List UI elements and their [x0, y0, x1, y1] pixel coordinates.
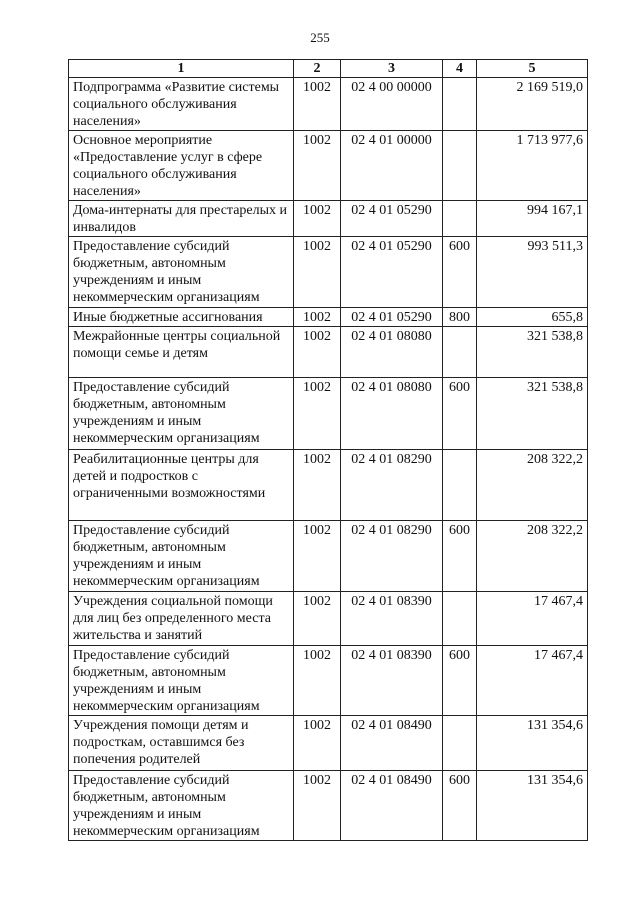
row-name: Реабилитационные центры для детей и подростков с ограниченными возможностями	[69, 450, 294, 521]
row-type	[443, 450, 477, 521]
row-type: 800	[443, 308, 477, 327]
row-sum: 208 322,2	[477, 450, 588, 521]
row-name: Дома-интернаты для престарелых и инвалидов	[69, 201, 294, 237]
row-section: 1002	[294, 308, 341, 327]
row-sum: 1 713 977,6	[477, 131, 588, 201]
row-type	[443, 592, 477, 646]
row-section: 1002	[294, 592, 341, 646]
row-type	[443, 327, 477, 378]
column-header-sum: 5	[477, 60, 588, 78]
row-code: 02 4 01 05290	[341, 237, 443, 308]
row-code: 02 4 01 05290	[341, 201, 443, 237]
row-sum: 321 538,8	[477, 378, 588, 450]
row-sum: 17 467,4	[477, 646, 588, 716]
row-code: 02 4 01 08080	[341, 378, 443, 450]
table-row	[69, 646, 588, 716]
row-sum: 993 511,3	[477, 237, 588, 308]
row-sum: 17 467,4	[477, 592, 588, 646]
table-row	[69, 716, 588, 771]
row-type: 600	[443, 237, 477, 308]
row-sum: 655,8	[477, 308, 588, 327]
row-code: 02 4 01 00000	[341, 131, 443, 201]
row-section: 1002	[294, 327, 341, 378]
table-row	[69, 327, 588, 378]
row-sum: 131 354,6	[477, 716, 588, 771]
row-section: 1002	[294, 131, 341, 201]
row-sum: 131 354,6	[477, 771, 588, 841]
page-number: 255	[310, 30, 330, 45]
row-type: 600	[443, 521, 477, 592]
budget-table	[68, 59, 588, 841]
row-type	[443, 78, 477, 131]
row-name: Межрайонные центры социальной помощи семье и детям	[69, 327, 294, 378]
row-code: 02 4 01 08290	[341, 521, 443, 592]
table-row	[69, 78, 588, 131]
row-section: 1002	[294, 237, 341, 308]
column-header-type: 4	[443, 60, 477, 78]
row-type	[443, 131, 477, 201]
table-row	[69, 450, 588, 521]
table-row	[69, 237, 588, 308]
table-row	[69, 592, 588, 646]
table-header-row	[69, 60, 588, 78]
table-row	[69, 771, 588, 841]
row-section: 1002	[294, 450, 341, 521]
row-section: 1002	[294, 201, 341, 237]
row-name: Предоставление субсидий бюджетным, автономным учреждениям и иным некоммерческим организациям	[69, 378, 294, 450]
column-header-section: 2	[294, 60, 341, 78]
row-sum: 994 167,1	[477, 201, 588, 237]
row-sum: 208 322,2	[477, 521, 588, 592]
row-name: Предоставление субсидий бюджетным, автономным учреждениям и иным некоммерческим организациям	[69, 237, 294, 308]
table-row	[69, 201, 588, 237]
row-type	[443, 716, 477, 771]
row-section: 1002	[294, 771, 341, 841]
row-code: 02 4 00 00000	[341, 78, 443, 131]
row-section: 1002	[294, 716, 341, 771]
row-name: Иные бюджетные ассигнования	[69, 308, 294, 327]
row-section: 1002	[294, 646, 341, 716]
row-code: 02 4 01 05290	[341, 308, 443, 327]
row-type: 600	[443, 646, 477, 716]
row-name: Предоставление субсидий бюджетным, автономным учреждениям и иным некоммерческим организациям	[69, 646, 294, 716]
row-name: Основное мероприятие «Предоставление услуг в сфере социального обслуживания населения»	[69, 131, 294, 201]
row-name: Предоставление субсидий бюджетным, автономным учреждениям и иным некоммерческим организациям	[69, 771, 294, 841]
table-row	[69, 521, 588, 592]
row-name: Учреждения помощи детям и подросткам, оставшимся без попечения родителей	[69, 716, 294, 771]
row-code: 02 4 01 08490	[341, 771, 443, 841]
row-section: 1002	[294, 378, 341, 450]
table-row	[69, 378, 588, 450]
row-name: Учреждения социальной помощи для лиц без определенного места жительства и занятий	[69, 592, 294, 646]
row-code: 02 4 01 08490	[341, 716, 443, 771]
row-sum: 321 538,8	[477, 327, 588, 378]
row-section: 1002	[294, 78, 341, 131]
column-header-name: 1	[69, 60, 294, 78]
row-code: 02 4 01 08390	[341, 646, 443, 716]
row-name: Предоставление субсидий бюджетным, автономным учреждениям и иным некоммерческим организациям	[69, 521, 294, 592]
table-row	[69, 308, 588, 327]
row-type: 600	[443, 378, 477, 450]
row-name: Подпрограмма «Развитие системы социального обслуживания населения»	[69, 78, 294, 131]
row-code: 02 4 01 08290	[341, 450, 443, 521]
row-section: 1002	[294, 521, 341, 592]
row-type: 600	[443, 771, 477, 841]
row-sum: 2 169 519,0	[477, 78, 588, 131]
column-header-code: 3	[341, 60, 443, 78]
row-type	[443, 201, 477, 237]
row-code: 02 4 01 08080	[341, 327, 443, 378]
table-row	[69, 131, 588, 201]
row-code: 02 4 01 08390	[341, 592, 443, 646]
